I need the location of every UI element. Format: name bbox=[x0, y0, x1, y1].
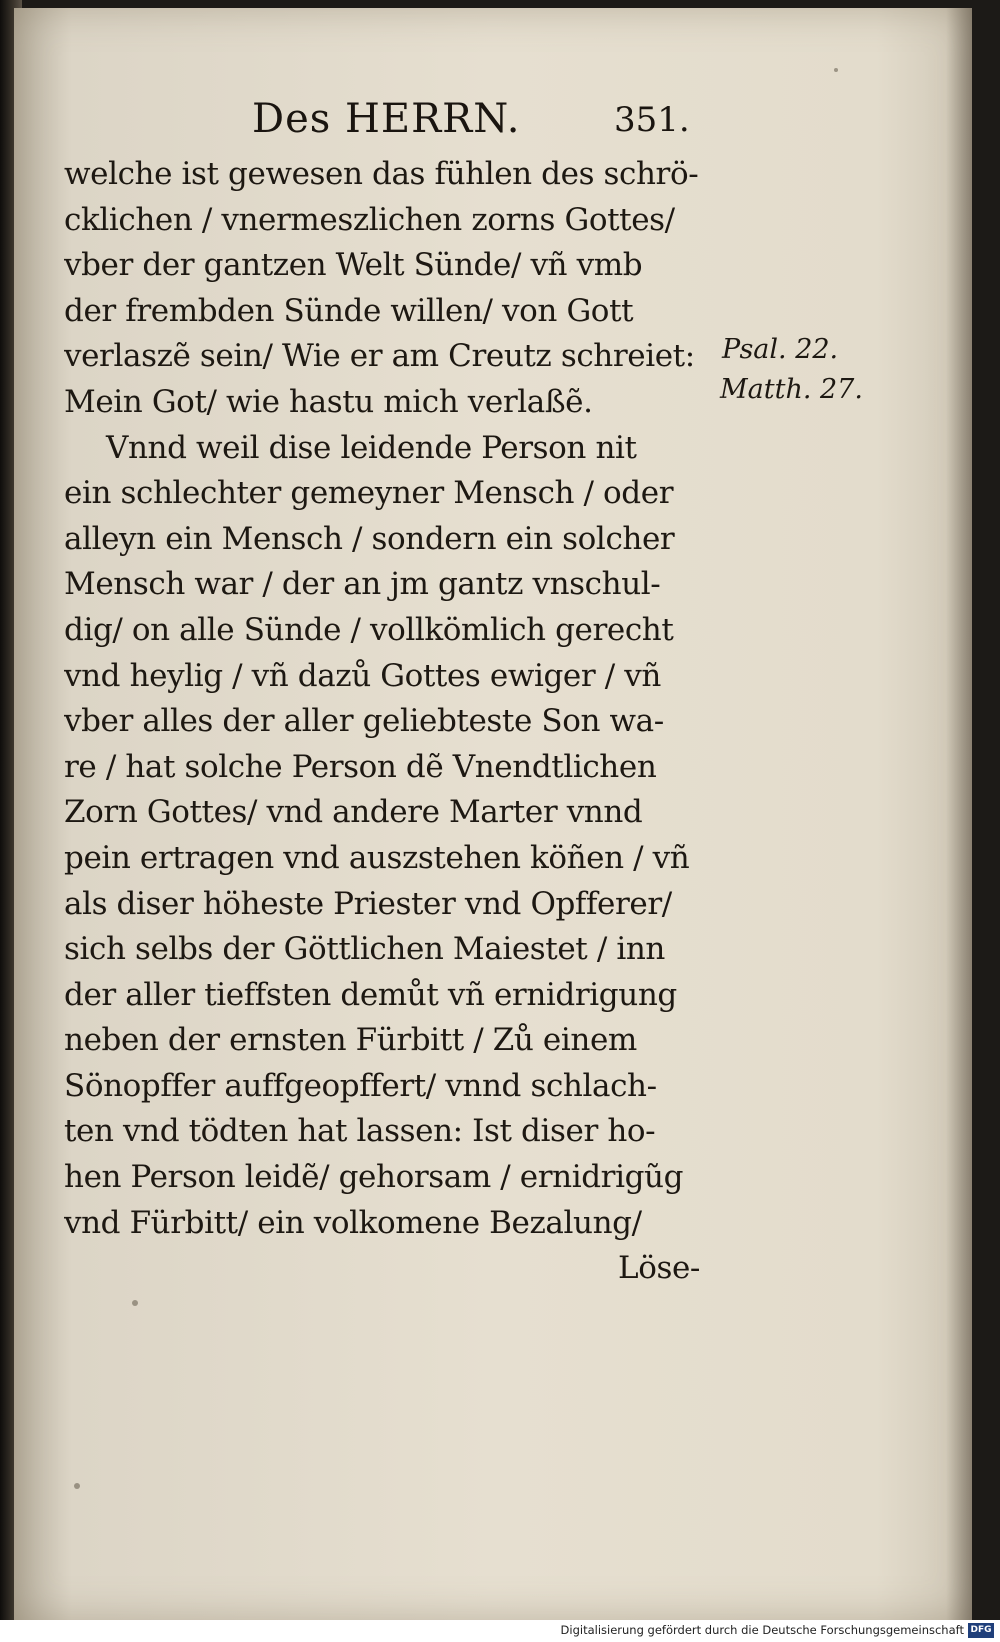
text-line: sich selbs der Göttlichen Maiestet / inn bbox=[64, 931, 665, 968]
page-sheet bbox=[14, 8, 972, 1620]
margin-note-matthew: Matth. 27. bbox=[720, 374, 863, 405]
body-text bbox=[64, 152, 724, 1292]
text-line: der aller tieffsten demůt vñ ernidrigung bbox=[64, 976, 677, 1013]
text-line: pein ertragen vnd auszstehen köñen / vñ bbox=[64, 839, 690, 876]
text-line: Mensch war / der an jm gantz vnschul- bbox=[64, 566, 661, 603]
text-line: dig/ on alle Sünde / vollkömlich gerecht bbox=[64, 611, 674, 648]
text-line: ein schlechter gemeyner Mensch / oder bbox=[64, 475, 674, 512]
catchword: Löse- bbox=[618, 1250, 700, 1287]
text-line: hen Person leidẽ/ gehorsam / ernidrigũg bbox=[64, 1159, 684, 1196]
text-line: neben der ernsten Fürbitt / Zů einem bbox=[64, 1022, 637, 1059]
text-line: ten vnd tödten hat lassen: Ist diser ho- bbox=[64, 1113, 656, 1150]
text-line: Sönopffer auffgeopffert/ vnnd schlach- bbox=[64, 1067, 657, 1104]
text-line: der frembden Sünde willen/ von Gott bbox=[64, 292, 634, 329]
text-line: vnd Fürbitt/ ein volkomene Bezalung/ bbox=[64, 1204, 642, 1241]
text-line: vnd heylig / vñ dazů Gottes ewiger / vñ bbox=[64, 657, 661, 694]
page-edge-shadow bbox=[946, 8, 972, 1620]
text-line: Mein Got/ wie hastu mich verlaßẽ. bbox=[64, 383, 593, 420]
text-line: Vnnd weil dise leidende Person nit bbox=[106, 429, 637, 466]
page-header bbox=[14, 96, 972, 146]
running-head: Des HERRN. bbox=[252, 96, 521, 142]
text-line: cklichen / vnermeszlichen zorns Gottes/ bbox=[64, 201, 675, 238]
footer-strip bbox=[0, 1620, 1000, 1642]
text-line: vber der gantzen Welt Sünde/ vñ vmb bbox=[64, 247, 643, 284]
text-line: vber alles der aller geliebteste Son wa- bbox=[64, 703, 664, 740]
text-line: re / hat solche Person dẽ Vnendtlichen bbox=[64, 748, 657, 785]
paper-speck bbox=[74, 1483, 80, 1489]
text-line: verlaszẽ sein/ Wie er am Creutz schreiet: bbox=[64, 338, 695, 375]
margin-note-psalm: Psal. 22. bbox=[722, 334, 839, 365]
page-number: 351. bbox=[614, 100, 690, 140]
text-line: Zorn Gottes/ vnd andere Marter vnnd bbox=[64, 794, 643, 831]
text-line: welche ist gewesen das fühlen des schrö- bbox=[64, 156, 699, 192]
dfg-logo: DFG bbox=[968, 1623, 994, 1638]
paper-speck bbox=[834, 68, 838, 72]
paper-speck bbox=[132, 1300, 138, 1306]
text-line: alleyn ein Mensch / sondern ein solcher bbox=[64, 520, 675, 557]
text-line: als diser höheste Priester vnd Opfferer/ bbox=[64, 885, 672, 922]
dfg-credit-text: Digitalisierung gefördert durch die Deutsche Forschungsgemeinschaft bbox=[560, 1623, 964, 1637]
